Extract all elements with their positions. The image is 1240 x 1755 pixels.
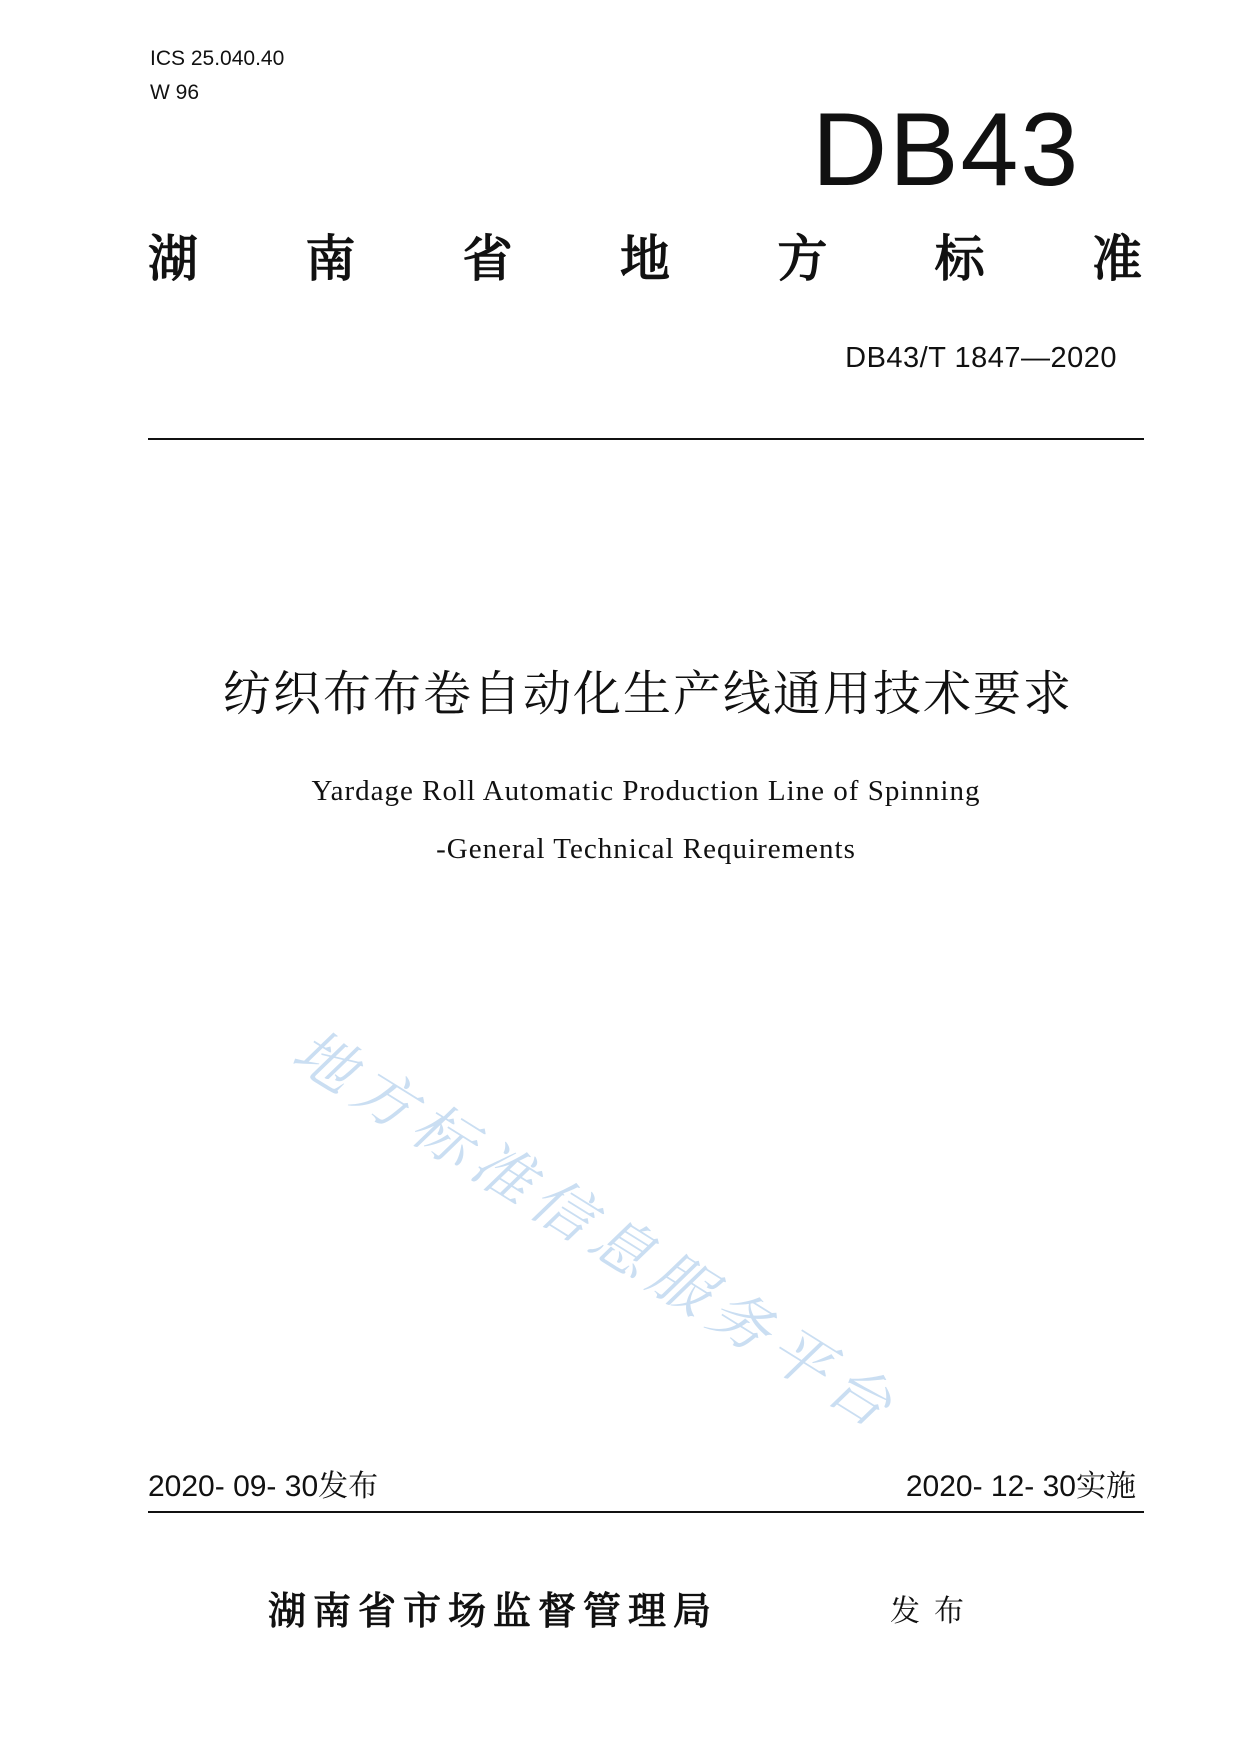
- top-divider: [148, 438, 1144, 440]
- english-title-line-2: -General Technical Requirements: [436, 833, 856, 865]
- standard-code-mark: DB43: [812, 92, 1081, 208]
- standard-type-heading: [148, 230, 1142, 288]
- chinese-title: 纺织布布卷自动化生产线通用技术要求: [222, 666, 1073, 722]
- standard-type-char: 南: [305, 230, 356, 288]
- standard-type-char: 地: [619, 230, 670, 288]
- issuing-authority: 湖南省市场监督管理局: [268, 1589, 719, 1633]
- standard-type-char: 湖: [148, 230, 198, 288]
- standard-type-char: 标: [934, 230, 985, 288]
- standard-number: DB43/T 1847—2020: [845, 342, 1117, 374]
- english-title-line-1: Yardage Roll Automatic Production Line of Spinning: [311, 775, 981, 807]
- implementation-date: 2020- 12- 30实施: [905, 1470, 1136, 1503]
- ccs-code: W 96: [150, 81, 200, 104]
- standard-type-char: 方: [777, 230, 828, 288]
- standard-type-char: 准: [1091, 230, 1142, 288]
- issue-date: 2020- 09- 30发布: [148, 1470, 379, 1503]
- bottom-divider: [148, 1511, 1144, 1513]
- ics-code: ICS 25.040.40: [150, 47, 285, 70]
- platform-watermark: 地方标准信息服务平台: [280, 1015, 912, 1447]
- issue-label: 发布: [890, 1594, 978, 1629]
- standard-type-char: 省: [462, 230, 513, 288]
